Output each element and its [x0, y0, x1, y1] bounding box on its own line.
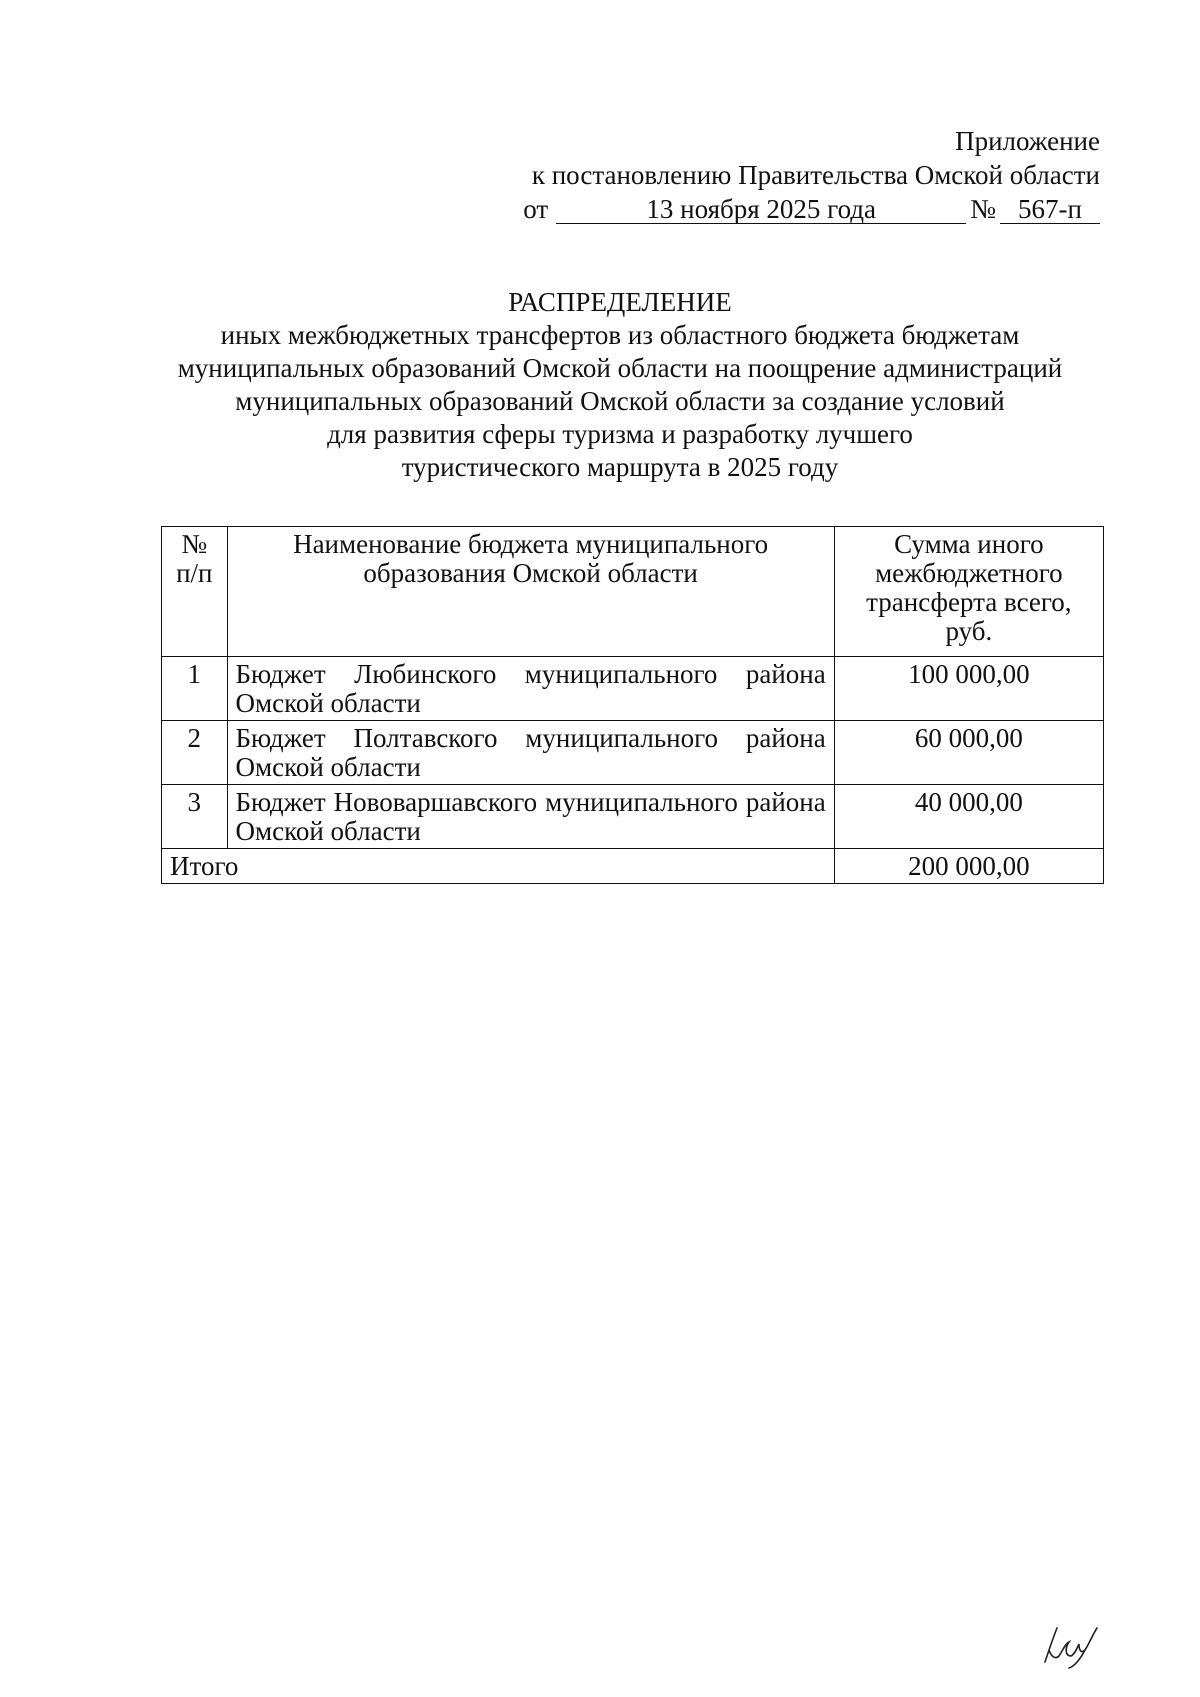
from-label: от	[523, 194, 549, 224]
document-title	[140, 286, 1100, 484]
title-line: иных межбюджетных трансфертов из областного бюджета бюджетам	[220, 320, 1020, 350]
row-number: 1	[162, 657, 228, 721]
header-amount	[834, 527, 1103, 657]
signature-initials	[1035, 1620, 1105, 1670]
row-name: Бюджет Полтавского муниципального района Омской области	[227, 721, 834, 785]
appendix-block	[480, 124, 1100, 226]
appendix-date-line	[480, 192, 1100, 226]
table-row	[162, 721, 1104, 785]
table-header-row	[162, 527, 1104, 657]
title-heading: РАСПРЕДЕЛЕНИЕ	[508, 287, 732, 317]
row-amount: 100 000,00	[834, 657, 1103, 721]
header-name-text: Наименование бюджета муниципального образования Омской области	[293, 529, 769, 588]
title-line: муниципальных образований Омской области на поощрение администраций	[177, 353, 1063, 383]
appendix-label: Приложение	[955, 126, 1100, 156]
row-number: 3	[162, 785, 228, 849]
resolution-number: 567-п	[1000, 195, 1100, 224]
number-sign: №	[970, 194, 996, 224]
table-total-row	[162, 849, 1104, 884]
resolution-date: 13 ноября 2025 года	[556, 195, 966, 224]
header-number: № п/п	[162, 527, 228, 657]
title-line: муниципальных образований Омской области за создание условий	[235, 386, 1005, 416]
appendix-resolution: к постановлению Правительства Омской области	[531, 160, 1100, 190]
distribution-table	[161, 526, 1104, 884]
row-amount: 40 000,00	[834, 785, 1103, 849]
header-name	[227, 527, 834, 657]
header-amount-text: Сумма иного межбюджетного трансферта всего, руб.	[866, 529, 1072, 646]
row-number: 2	[162, 721, 228, 785]
row-name: Бюджет Любинского муниципального района Омской области	[227, 657, 834, 721]
title-line: туристического маршрута в 2025 году	[401, 452, 839, 482]
title-line: для развития сферы туризма и разработку лучшего	[327, 419, 913, 449]
table-row	[162, 657, 1104, 721]
row-name: Бюджет Нововаршавского муниципального района Омской области	[227, 785, 834, 849]
total-amount: 200 000,00	[834, 849, 1103, 884]
total-label: Итого	[162, 849, 835, 884]
row-amount: 60 000,00	[834, 721, 1103, 785]
table-row	[162, 785, 1104, 849]
